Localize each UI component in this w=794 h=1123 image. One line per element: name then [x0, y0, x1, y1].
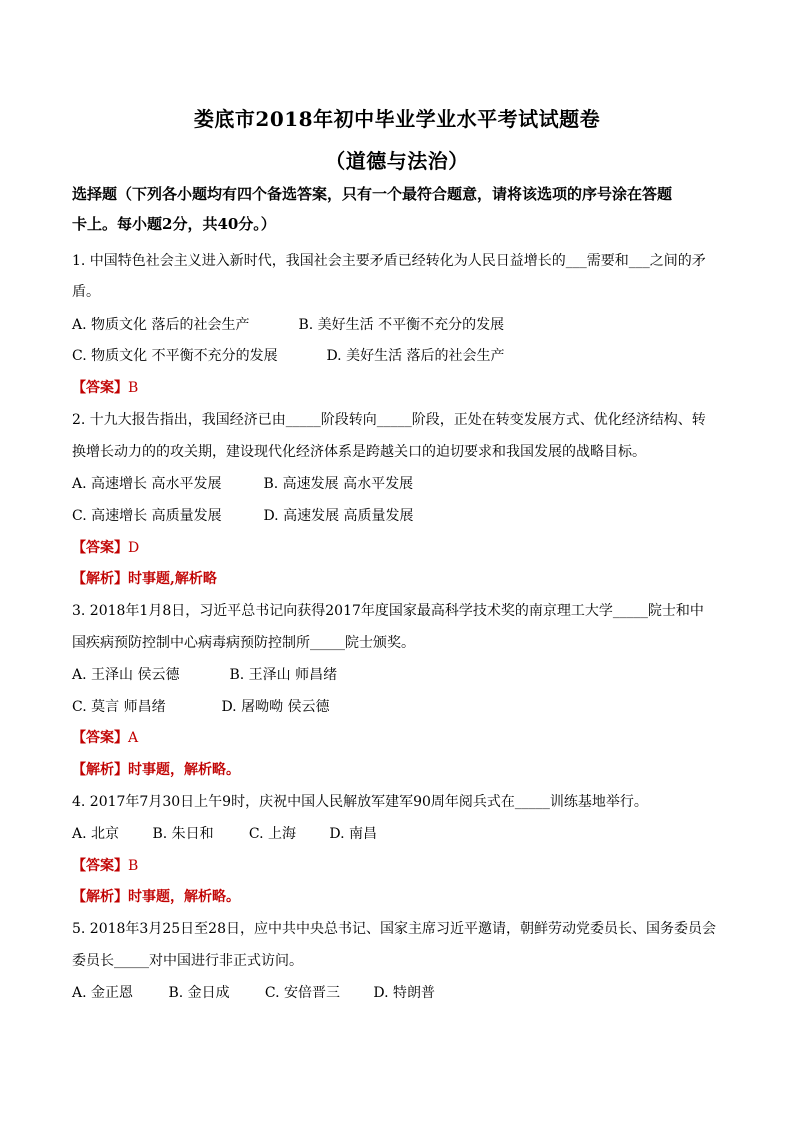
- analysis-text: 时事题，解析略。: [128, 889, 240, 905]
- answer-label: 【答案】: [72, 858, 128, 874]
- page-title: 娄底市2018年初中毕业学业水平考试试题卷: [193, 107, 601, 131]
- answer-label: 【答案】: [72, 380, 128, 396]
- q3-stem-line-2: 国疾病预防控制中心病毒病预防控制所_____院士颁奖。: [72, 635, 415, 651]
- q3-options-row-2: [72, 696, 732, 716]
- q2-options-row-1: [72, 473, 732, 493]
- instructions-line-2: 卡上。每小题2分，共40分。）: [72, 215, 276, 233]
- q2-stem-line-2: 换增长动力的的攻关期，建设现代化经济体系是跨越关口的迫切要求和我国发展的战略目标。: [72, 444, 646, 460]
- q2-options-row-2: [72, 505, 732, 525]
- q2-answer: [72, 537, 732, 557]
- q5-option-a: A. 金正恩: [72, 985, 134, 1001]
- q1-options-row-2: [72, 345, 732, 365]
- q4-stem-line-1: 4. 2017年7月30日上午9时，庆祝中国人民解放军建军90周年阅兵式在_____训练基地举行。: [72, 794, 648, 810]
- q4-option-c: C. 上海: [248, 826, 297, 842]
- analysis-label: 【解析】: [72, 762, 128, 778]
- q2-option-b: B. 高速发展 高水平发展: [263, 476, 414, 492]
- q4-answer: [72, 855, 732, 875]
- q1-option-c: C. 物质文化 不平衡不充分的发展: [72, 348, 278, 364]
- q5-options-row: [72, 982, 732, 1002]
- analysis-text: 时事题，解析略。: [128, 762, 240, 778]
- q3-option-c: C. 莫言 师昌绪: [72, 699, 166, 715]
- q1-options-row-1: [72, 314, 732, 334]
- answer-value: B: [128, 858, 139, 874]
- q1-option-b: B. 美好生活 不平衡不充分的发展: [298, 317, 505, 333]
- q1-option-a: A. 物质文化 落后的社会生产: [72, 317, 250, 333]
- q2-option-d: D. 高速发展 高质量发展: [263, 508, 414, 524]
- answer-value: A: [128, 730, 139, 746]
- q2-stem-line-1: 2. 十九大报告指出，我国经济已由_____阶段转向_____阶段，正处在转变发展方式、优化经济结构、转: [72, 412, 706, 428]
- q4-option-a: A. 北京: [72, 826, 120, 842]
- analysis-label: 【解析】: [72, 889, 128, 905]
- instructions-line-1: 选择题（下列各小题均有四个备选答案，只有一个最符合题意，请将该选项的序号涂在答题: [72, 185, 673, 203]
- q4-option-b: B. 朱日和: [152, 826, 214, 842]
- q2-option-a: A. 高速增长 高水平发展: [72, 476, 222, 492]
- q3-answer: [72, 727, 732, 747]
- q3-option-a: A. 王泽山 侯云德: [72, 667, 180, 683]
- analysis-label: 【解析】: [72, 571, 128, 587]
- q3-options-row-1: [72, 664, 732, 684]
- answer-label: 【答案】: [72, 730, 128, 746]
- q3-analysis: [72, 759, 732, 779]
- page-subtitle: （道德与法治）: [325, 149, 469, 173]
- q3-option-b: B. 王泽山 师昌绪: [229, 667, 338, 683]
- q1-answer: [72, 377, 732, 397]
- answer-value: D: [128, 540, 140, 556]
- q5-option-b: B. 金日成: [168, 985, 230, 1001]
- q5-stem-line-1: 5. 2018年3月25日至28日，应中共中央总书记、国家主席习近平邀请，朝鲜劳动党委员长、国务委员会: [72, 921, 716, 937]
- answer-label: 【答案】: [72, 540, 128, 556]
- q1-stem-line-2: 盾。: [72, 284, 100, 300]
- q3-stem-line-1: 3. 2018年1月8日，习近平总书记向获得2017年度国家最高科学技术奖的南京理工大学_____院士和中: [72, 603, 704, 619]
- q4-options-row: [72, 823, 732, 843]
- q4-analysis: [72, 886, 732, 906]
- q2-option-c: C. 高速增长 高质量发展: [72, 508, 222, 524]
- q5-option-d: D. 特朗普: [373, 985, 435, 1001]
- q2-analysis: [72, 568, 732, 588]
- q3-option-d: D. 屠呦呦 侯云德: [221, 699, 330, 715]
- q1-option-d: D. 美好生活 落后的社会生产: [326, 348, 505, 364]
- answer-value: B: [128, 380, 139, 396]
- q4-option-d: D. 南昌: [329, 826, 377, 842]
- q1-stem-line-1: 1. 中国特色社会主义进入新时代，我国社会主要矛盾已经转化为人民日益增长的___需要和___之间的矛: [72, 253, 706, 269]
- analysis-text: 时事题,解析略: [128, 571, 217, 587]
- q5-stem-line-2: 委员长_____对中国进行非正式访问。: [72, 953, 303, 969]
- q5-option-c: C. 安倍晋三: [264, 985, 341, 1001]
